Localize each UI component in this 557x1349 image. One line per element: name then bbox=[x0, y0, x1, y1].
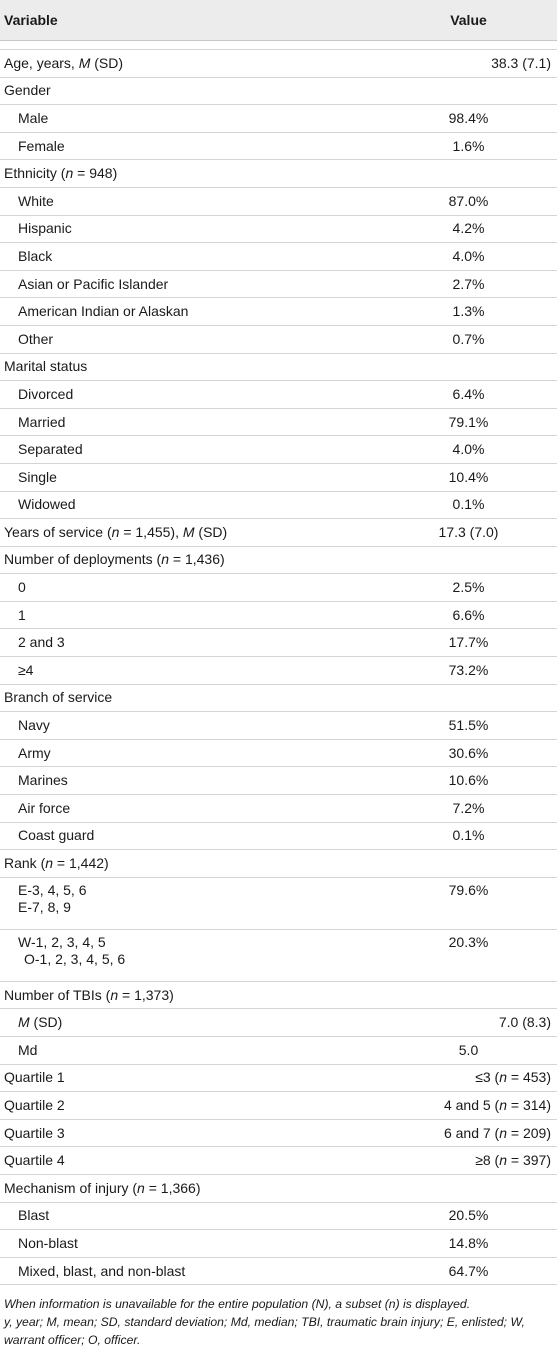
table-row bbox=[0, 77, 557, 105]
row-value-non-blast: 14.8% bbox=[380, 1230, 557, 1258]
row-value-years-of-service: 17.3 (7.0) bbox=[380, 519, 557, 547]
table-row bbox=[0, 657, 557, 685]
row-value-tbi-mean: 7.0 (8.3) bbox=[380, 1009, 557, 1037]
row-label-quartile-4: Quartile 4 bbox=[0, 1147, 380, 1175]
spacer-row bbox=[0, 41, 557, 50]
row-value-blast: 20.5% bbox=[380, 1202, 557, 1230]
row-label-asian: Asian or Pacific Islander bbox=[0, 270, 380, 298]
row-value-coast-guard: 0.1% bbox=[380, 822, 557, 850]
row-label-separated: Separated bbox=[0, 436, 380, 464]
row-label-deploy-2-3: 2 and 3 bbox=[0, 629, 380, 657]
row-label-married: Married bbox=[0, 408, 380, 436]
row-value-age: 38.3 (7.1) bbox=[380, 50, 557, 78]
row-label-american-indian: American Indian or Alaskan bbox=[0, 298, 380, 326]
table-row bbox=[0, 353, 557, 381]
table-row bbox=[0, 1037, 557, 1065]
table-header-row bbox=[0, 0, 557, 41]
row-value-other: 0.7% bbox=[380, 325, 557, 353]
row-label-quartile-2: Quartile 2 bbox=[0, 1092, 380, 1120]
table-row bbox=[0, 519, 557, 547]
row-value-mixed: 64.7% bbox=[380, 1257, 557, 1285]
row-value-american-indian: 1.3% bbox=[380, 298, 557, 326]
row-label-navy: Navy bbox=[0, 712, 380, 740]
table-row bbox=[0, 50, 557, 78]
row-value-hispanic: 4.2% bbox=[380, 215, 557, 243]
row-value-army: 30.6% bbox=[380, 739, 557, 767]
row-value-tbi-median: 5.0 bbox=[380, 1037, 557, 1065]
table-row bbox=[0, 739, 557, 767]
table-row bbox=[0, 1147, 557, 1175]
row-label-deploy-4plus: ≥4 bbox=[0, 657, 380, 685]
row-label-divorced: Divorced bbox=[0, 381, 380, 409]
row-label-quartile-1: Quartile 1 bbox=[0, 1064, 380, 1092]
table-row bbox=[0, 381, 557, 409]
row-label-white: White bbox=[0, 187, 380, 215]
table-row bbox=[0, 436, 557, 464]
table-footnote bbox=[0, 1285, 557, 1349]
row-value-quartile-1: ≤3 (n = 453) bbox=[380, 1064, 557, 1092]
row-label-tbis: Number of TBIs (n = 1,373) bbox=[0, 981, 380, 1009]
table-row bbox=[0, 1202, 557, 1230]
row-value-rank-enlisted: 79.6% bbox=[380, 877, 557, 929]
row-label-air-force: Air force bbox=[0, 795, 380, 823]
table-row bbox=[0, 1119, 557, 1147]
row-label-gender: Gender bbox=[0, 77, 380, 105]
row-label-widowed: Widowed bbox=[0, 491, 380, 519]
table-row bbox=[0, 1230, 557, 1258]
table-row bbox=[0, 215, 557, 243]
table-row bbox=[0, 712, 557, 740]
row-label-rank-enlisted: E-3, 4, 5, 6 E-7, 8, 9 bbox=[0, 877, 380, 929]
row-label-female: Female bbox=[0, 132, 380, 160]
row-value-asian: 2.7% bbox=[380, 270, 557, 298]
row-label-mixed: Mixed, blast, and non-blast bbox=[0, 1257, 380, 1285]
row-value-deploy-4plus: 73.2% bbox=[380, 657, 557, 685]
row-label-coast-guard: Coast guard bbox=[0, 822, 380, 850]
table-row bbox=[0, 684, 557, 712]
row-label-marines: Marines bbox=[0, 767, 380, 795]
table-row bbox=[0, 929, 557, 981]
row-label-rank-officer: W-1, 2, 3, 4, 5 O-1, 2, 3, 4, 5, 6 bbox=[0, 929, 380, 981]
row-label-black: Black bbox=[0, 243, 380, 271]
table-row bbox=[0, 463, 557, 491]
table-row bbox=[0, 795, 557, 823]
table-row bbox=[0, 1009, 557, 1037]
row-label-single: Single bbox=[0, 463, 380, 491]
table-row bbox=[0, 270, 557, 298]
row-label-deploy-1: 1 bbox=[0, 601, 380, 629]
table-row bbox=[0, 877, 557, 929]
row-value-deploy-0: 2.5% bbox=[380, 574, 557, 602]
row-label-hispanic: Hispanic bbox=[0, 215, 380, 243]
row-label-tbi-mean: M (SD) bbox=[0, 1009, 380, 1037]
table-row bbox=[0, 491, 557, 519]
table-row bbox=[0, 160, 557, 188]
footnote-line-2: y, year; M, mean; SD, standard deviation; Md, median; TBI, traumatic brain injury; E, enlisted; W, warrant officer; O, officer. bbox=[4, 1315, 525, 1348]
table-row bbox=[0, 546, 557, 574]
row-label-quartile-3: Quartile 3 bbox=[0, 1119, 380, 1147]
row-value-single: 10.4% bbox=[380, 463, 557, 491]
row-value-quartile-2: 4 and 5 (n = 314) bbox=[380, 1092, 557, 1120]
row-label-age: Age, years, M (SD) bbox=[0, 50, 380, 78]
row-label-male: Male bbox=[0, 105, 380, 133]
table-row bbox=[0, 132, 557, 160]
row-value-quartile-3: 6 and 7 (n = 209) bbox=[380, 1119, 557, 1147]
table-row bbox=[0, 243, 557, 271]
row-label-deploy-0: 0 bbox=[0, 574, 380, 602]
table-row bbox=[0, 822, 557, 850]
table-row bbox=[0, 981, 557, 1009]
table-row bbox=[0, 629, 557, 657]
table-row bbox=[0, 574, 557, 602]
row-value-marines: 10.6% bbox=[380, 767, 557, 795]
table-row bbox=[0, 187, 557, 215]
row-label-tbi-median: Md bbox=[0, 1037, 380, 1065]
row-label-marital: Marital status bbox=[0, 353, 380, 381]
table-row bbox=[0, 767, 557, 795]
row-label-ethnicity: Ethnicity (n = 948) bbox=[0, 160, 380, 188]
table-row bbox=[0, 408, 557, 436]
row-value-navy: 51.5% bbox=[380, 712, 557, 740]
row-label-years-of-service: Years of service (n = 1,455), M (SD) bbox=[0, 519, 380, 547]
table-row bbox=[0, 1092, 557, 1120]
footnote-line-1: When information is unavailable for the entire population (N), a subset (n) is displayed. bbox=[4, 1297, 471, 1312]
row-value-widowed: 0.1% bbox=[380, 491, 557, 519]
row-label-branch: Branch of service bbox=[0, 684, 380, 712]
table-row bbox=[0, 1174, 557, 1202]
row-value-male: 98.4% bbox=[380, 105, 557, 133]
row-label-army: Army bbox=[0, 739, 380, 767]
header-variable: Variable bbox=[0, 0, 380, 41]
header-value: Value bbox=[380, 0, 557, 41]
row-label-other: Other bbox=[0, 325, 380, 353]
table-row bbox=[0, 601, 557, 629]
table-row bbox=[0, 1064, 557, 1092]
table-row bbox=[0, 1257, 557, 1285]
row-value-rank-officer: 20.3% bbox=[380, 929, 557, 981]
row-value-married: 79.1% bbox=[380, 408, 557, 436]
row-value-air-force: 7.2% bbox=[380, 795, 557, 823]
row-value-divorced: 6.4% bbox=[380, 381, 557, 409]
row-label-mechanism: Mechanism of injury (n = 1,366) bbox=[0, 1174, 380, 1202]
table-row bbox=[0, 850, 557, 878]
row-value-black: 4.0% bbox=[380, 243, 557, 271]
row-value-female: 1.6% bbox=[380, 132, 557, 160]
row-label-blast: Blast bbox=[0, 1202, 380, 1230]
row-label-non-blast: Non-blast bbox=[0, 1230, 380, 1258]
row-value-white: 87.0% bbox=[380, 187, 557, 215]
row-value-deploy-2-3: 17.7% bbox=[380, 629, 557, 657]
row-value-deploy-1: 6.6% bbox=[380, 601, 557, 629]
row-label-deployments: Number of deployments (n = 1,436) bbox=[0, 546, 380, 574]
table-row bbox=[0, 325, 557, 353]
table-row bbox=[0, 105, 557, 133]
row-value-quartile-4: ≥8 (n = 397) bbox=[380, 1147, 557, 1175]
table-row bbox=[0, 298, 557, 326]
row-value-separated: 4.0% bbox=[380, 436, 557, 464]
row-label-rank: Rank (n = 1,442) bbox=[0, 850, 380, 878]
